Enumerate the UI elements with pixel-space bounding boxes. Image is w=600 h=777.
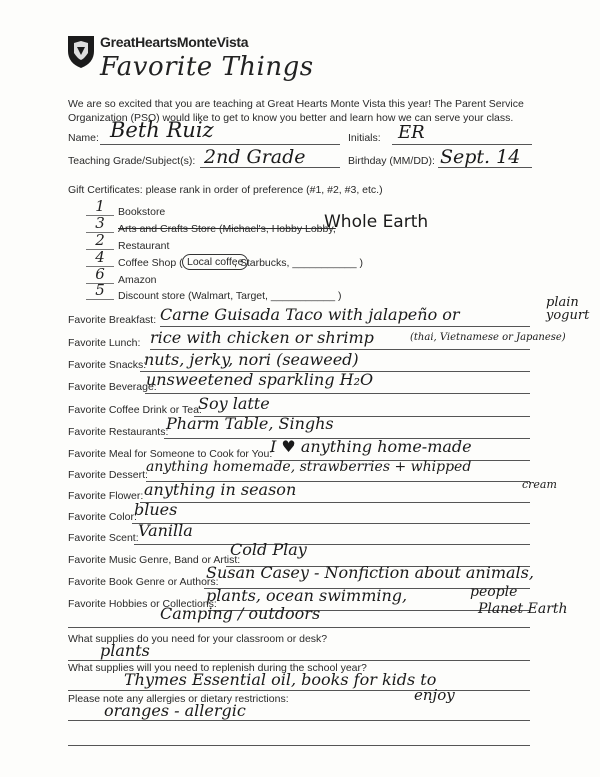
grade-label: Teaching Grade/Subject(s): — [68, 155, 196, 167]
school-brand: GreatHeartsMonteVista — [100, 34, 249, 50]
question-answer: Thymes Essential oil, books for kids to — [124, 670, 437, 689]
favorite-note: people — [470, 584, 518, 600]
favorite-label: Favorite Meal for Someone to Cook for You: — [68, 448, 273, 460]
gift-label: Amazon — [118, 274, 157, 286]
school-crest-icon — [66, 33, 96, 69]
question-label: What supplies do you need for your classroom or desk? — [68, 633, 328, 645]
favorite-answer: I ♥ anything home-made — [270, 437, 472, 456]
favorite-answer: anything in season — [144, 480, 297, 499]
question-answer: oranges - allergic — [104, 701, 246, 720]
favorite-note: plain yogurt — [546, 295, 590, 323]
favorite-note: cream — [522, 478, 557, 491]
name-label: Name: — [68, 132, 99, 144]
gift-heading: Gift Certificates: please rank in order of preference (#1, #2, #3, etc.) — [68, 184, 383, 196]
initials-line — [392, 144, 532, 145]
favorite-answer: Carne Guisada Taco with jalapeño or — [160, 305, 460, 324]
favorite-answer: rice with chicken or shrimp — [150, 328, 374, 347]
favorite-answer: Susan Casey - Nonfiction about animals, — [206, 563, 534, 582]
gift-label: Restaurant — [118, 240, 170, 252]
favorite-answer: Cold Play — [230, 540, 307, 559]
gift-label: Coffee Shop ( — [118, 257, 183, 269]
favorite-label: Favorite Book Genre or Authors: — [68, 576, 219, 588]
question-label: What supplies will you need to replenish during the school year? — [68, 662, 367, 674]
favorite-answer: nuts, jerky, nori (seaweed) — [144, 350, 359, 369]
initials-value: ER — [398, 122, 425, 143]
answer-line — [68, 720, 530, 721]
favorite-label: Favorite Coffee Drink or Tea: — [68, 404, 202, 416]
gift-rank: 2 — [95, 231, 105, 249]
answer-line — [68, 627, 530, 628]
favorite-label: Favorite Dessert: — [68, 469, 148, 481]
answer-line — [140, 502, 530, 503]
favorite-label: Favorite Restaurants: — [68, 426, 169, 438]
favorite-note: Planet Earth — [478, 601, 568, 617]
gift-label: Discount store (Walmart, Target, ___________ ) — [118, 290, 342, 302]
favorite-answer: Soy latte — [198, 394, 270, 413]
question-note: enjoy — [414, 686, 455, 704]
favorite-answer: plants, ocean swimming, — [206, 586, 408, 605]
favorite-label: Favorite Lunch: — [68, 337, 141, 349]
gift-label: , Starbucks, ___________ ) — [234, 257, 364, 269]
initials-label: Initials: — [348, 132, 381, 144]
rank-line — [86, 299, 114, 300]
favorite-label: Favorite Scent: — [68, 532, 139, 544]
gift-rank: 1 — [95, 197, 105, 215]
favorite-label: Favorite Breakfast: — [68, 314, 157, 326]
gift-label: Arts and Crafts Store (Michael's, Hobby Lobby, — [118, 223, 336, 235]
gift-rank: 6 — [95, 265, 105, 283]
favorite-label: Favorite Music Genre, Band or Artist: — [68, 554, 241, 566]
favorite-label: Favorite Flower: — [68, 490, 144, 502]
name-line — [100, 144, 340, 145]
answer-line — [68, 745, 530, 746]
answer-line — [68, 660, 530, 661]
gift-rank: 4 — [95, 248, 105, 266]
favorite-answer-line2: Camping / outdoors — [160, 604, 321, 623]
question-label: Please note any allergies or dietary restrictions: — [68, 693, 289, 705]
answer-line — [134, 544, 530, 545]
answer-line — [68, 690, 530, 691]
form-title: Favorite Things — [100, 52, 314, 82]
gift-label: Bookstore — [118, 206, 166, 218]
favorite-answer: unsweetened sparkling H₂O — [146, 370, 374, 389]
intro-text: We are so excited that you are teaching at Great Hearts Monte Vista this year! The Parent Service Organization (PSO) would like to get to know you better and learn how we can serve your class. — [68, 98, 524, 124]
gift-extra: Whole Earth — [324, 212, 429, 232]
gift-extra: Local coffee — [182, 254, 248, 270]
answer-line — [160, 326, 530, 327]
birthday-value: Sept. 14 — [440, 146, 521, 168]
favorite-note: (thai, Vietnamese or Japanese) — [410, 332, 566, 343]
favorite-answer: Vanilla — [138, 521, 193, 540]
favorite-label: Favorite Color: — [68, 511, 137, 523]
name-value: Beth Ruiz — [110, 118, 214, 142]
grade-value: 2nd Grade — [204, 146, 306, 168]
favorite-answer: Pharm Table, Singhs — [166, 414, 334, 433]
favorite-label: Favorite Snacks: — [68, 359, 147, 371]
birthday-label: Birthday (MM/DD): — [348, 155, 435, 167]
favorite-answer: blues — [134, 500, 178, 519]
favorite-label: Favorite Beverage: — [68, 381, 157, 393]
gift-rank: 5 — [95, 281, 105, 299]
favorite-label: Favorite Hobbies or Collections: — [68, 598, 217, 610]
favorite-answer: anything homemade, strawberries + whipped — [146, 459, 472, 475]
gift-rank: 3 — [95, 214, 105, 232]
question-answer: plants — [100, 641, 150, 660]
